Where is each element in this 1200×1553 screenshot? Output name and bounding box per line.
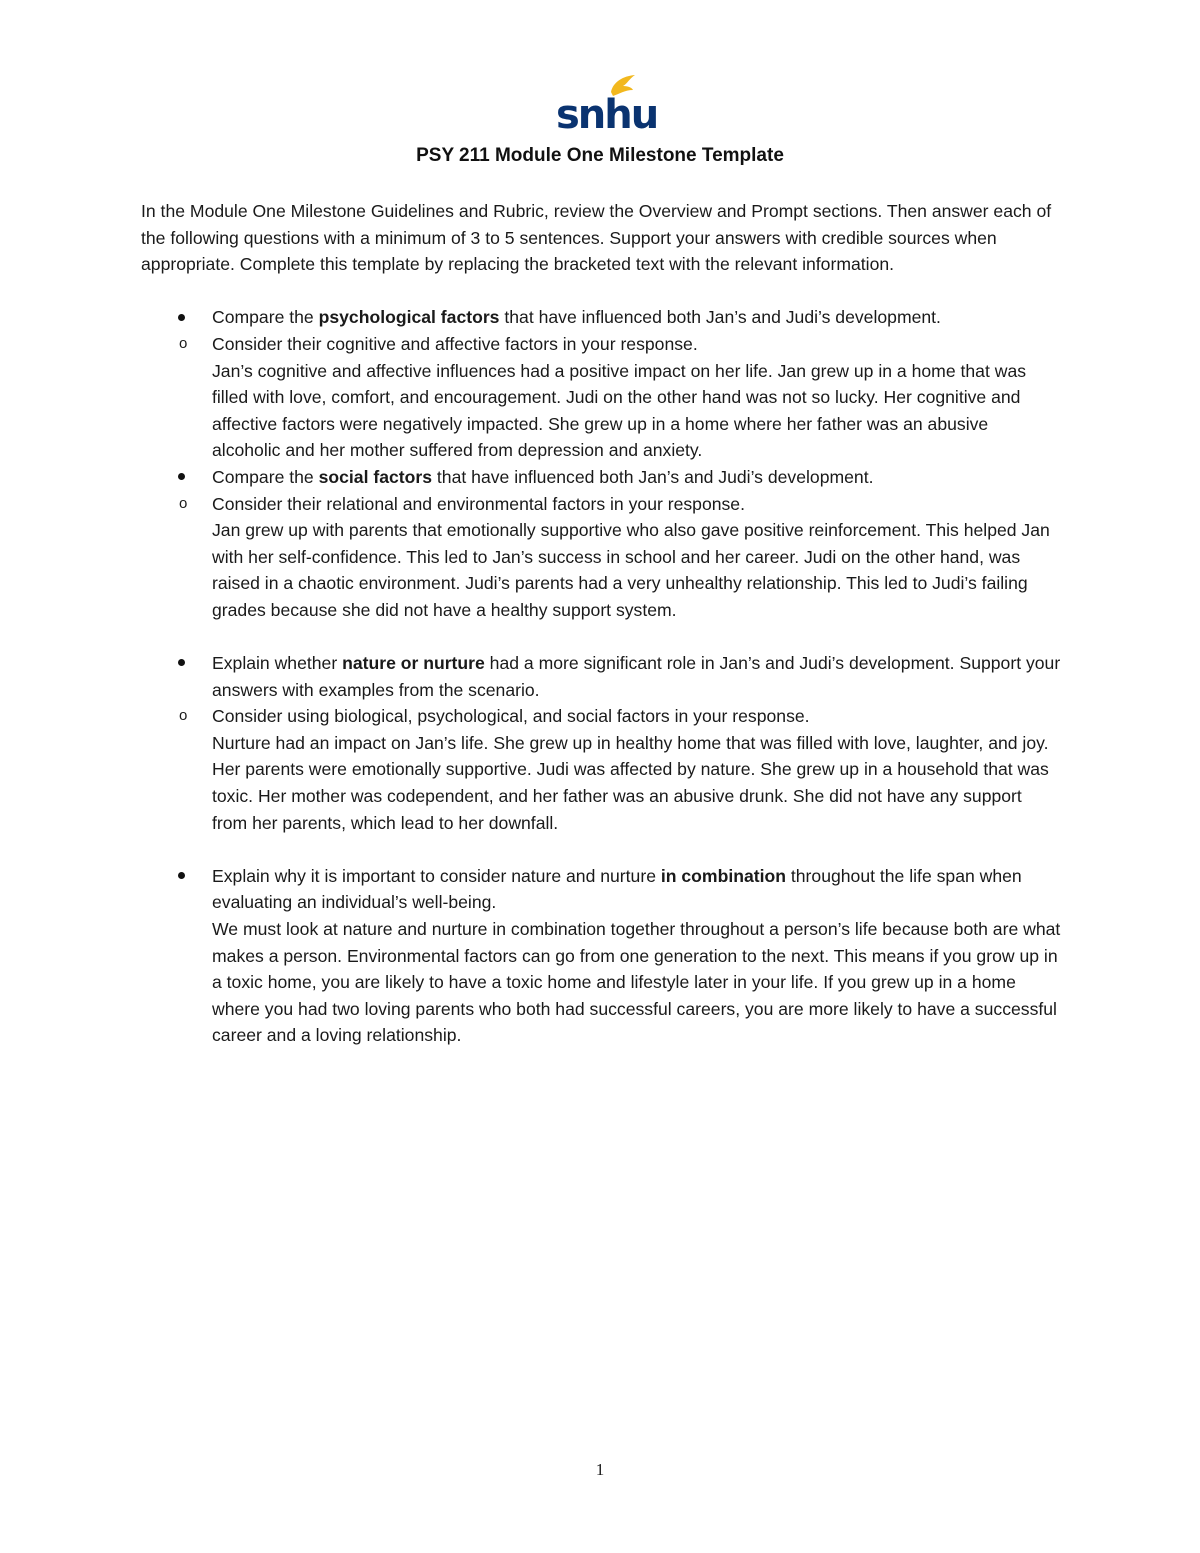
bullet-icon [174, 464, 188, 491]
snhu-logo [553, 72, 658, 138]
question-emphasis: social factors [318, 466, 433, 487]
question-suffix: that have influenced both Jan’s and Judi’s development. [432, 466, 874, 487]
bullet-icon [174, 863, 188, 890]
question-prefix: Explain whether [212, 653, 343, 674]
sub-prompt-text: Consider their relational and environmental factors in your response. [212, 493, 745, 514]
page-number: 1 [595, 1460, 605, 1479]
bullet-icon [174, 650, 188, 677]
question-item [141, 863, 1061, 916]
circle-bullet-icon: o [179, 334, 188, 352]
question-prefix: Compare the [212, 307, 319, 328]
intro-paragraph: In the Module One Milestone Guidelines and Rubric, review the Overview and Prompt sections. Then answer each of the following questions with a minimum of 3 to 5 sentences. Support your answers with credible sources when appropriate. Complete this template by replacing the bracketed text with the relevant information. [141, 201, 1052, 275]
circle-bullet-icon: o [179, 494, 188, 512]
question-list [141, 304, 1061, 1049]
bullet-icon [174, 304, 188, 331]
answer-text: Jan’s cognitive and affective influences had a positive impact on her life. Jan grew up in a home that was filled with love, comfort, and encouragement. Judi on the other hand was not so lucky. Her cognitive and affective factors were negatively impacted. She grew up in a home where her father was an abusive alcoholic and her mother suffered from depression and anxiety. [212, 360, 1027, 461]
sub-prompt-text: Consider using biological, psychological, and social factors in your response. [212, 706, 810, 727]
question-emphasis: in combination [660, 865, 786, 886]
question-emphasis: psychological factors [318, 307, 500, 328]
answer-text: Jan grew up with parents that emotionally supportive who also gave positive reinforcement. This helped Jan with her self-confidence. This led to Jan’s success in school and her career. Judi on the other hand, was raised in a chaotic environment. Judi’s parents had a very unhealthy relationship. This led to Judi’s failing grades because she did not have a healthy support system. [212, 520, 1050, 620]
answer-text: Nurture had an impact on Jan’s life. She grew up in healthy home that was filled with love, laughter, and joy. Her parents were emotionally supportive. Judi was affected by nature. She grew up in a household that was toxic. Her mother was codependent, and her father was an abusive drunk. She did not have any support from her parents, which lead to her downfall. [212, 732, 1049, 833]
document-title: PSY 211 Module One Milestone Template [416, 145, 784, 166]
sub-prompt-text: Consider their cognitive and affective factors in your response. [212, 333, 698, 354]
question-prefix: Compare the [212, 466, 319, 487]
question-item [141, 464, 1061, 491]
sub-prompt [141, 703, 1061, 730]
question-suffix: had a more significant role in Jan’s and Judi’s development. Support your answers with examples from the scenario. [212, 653, 1061, 700]
logo-wordmark: snhu [556, 92, 658, 138]
spacer [141, 836, 1061, 863]
circle-bullet-icon: o [179, 707, 188, 725]
sub-prompt [141, 491, 1061, 518]
question-suffix: throughout the life span when evaluating an individual’s well-being. [212, 865, 1022, 913]
question-item [141, 304, 1061, 331]
spacer [141, 624, 1061, 651]
answer-text: We must look at nature and nurture in combination together throughout a person’s life because both are what makes a person. Environmental factors can go from one generation to the next. This means if you grow up in a toxic home, you are likely to have a toxic home and lifestyle later in your life. If you grew up in a home where you had two loving parents who both had successful careers, you are more likely to have a successful career and a loving relationship. [212, 919, 1061, 1046]
question-prefix: Explain why it is important to consider nature and nurture [212, 865, 661, 886]
question-emphasis: nature or nurture [342, 653, 485, 674]
sub-prompt [141, 331, 1061, 358]
question-suffix: that have influenced both Jan’s and Judi’s development. [499, 307, 941, 328]
question-item [141, 650, 1061, 703]
document-body [141, 198, 1061, 1049]
